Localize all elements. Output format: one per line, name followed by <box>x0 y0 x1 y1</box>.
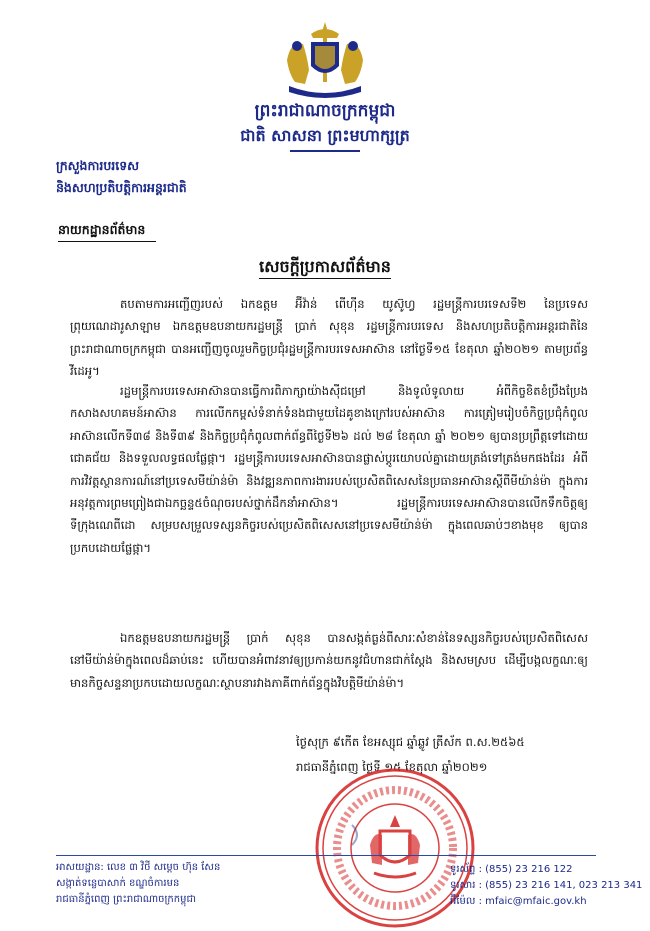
kingdom-name: ព្រះរាជាណាចក្រកម្ពុជា <box>254 101 396 121</box>
paragraph-3-text: ឯកឧត្តមឧបនាយករដ្ឋមន្ត្រី ប្រាក់ សុខុន បានសង្កត់ធ្ងន់ពីសារៈសំខាន់នៃទស្សនកិច្ចរបស់ប្រេសិតពិសេសនៅមីយ៉ាន់ម៉ាក្នុងពេលដ៏ឆាប់នេះ ហើយបានអំពាវនាវឲ្យប្រកាន់យកនូវជំហានជាក់ស្តែង និងសមស្រប ដើម្បីបង្កលក្ខណៈឲ្យមានកិច្ចសន្ទនាប្រកបដោយលក្ខណៈស្ថាបនារវាងភាគីពាក់ព័ន្ធក្នុងវិបត្តិមីយ៉ាន់ម៉ា។ <box>70 631 588 690</box>
footer-email[interactable]: អ៊ីម៉ែល : mfaic@mfaic.gov.kh <box>450 896 587 907</box>
royal-coat-of-arms-icon <box>281 20 369 100</box>
department-underline <box>58 241 156 242</box>
document-title-text: សេចក្តីប្រកាសព័ត៌មាន <box>259 257 391 279</box>
footer-address-line-3: រាជធានីភ្នំពេញ ព្រះរាជាណាចក្រកម្ពុជា <box>56 894 196 905</box>
footer-address-line-2: សង្កាត់ទន្លេបាសាក់ ខណ្ឌចំការមន <box>56 878 180 889</box>
body-paragraph-2 <box>70 380 588 559</box>
solar-date: រាជធានីភ្នំពេញ ថ្ងៃទី ១៥ ខែតុលា ឆ្នាំ២០២១ <box>296 760 488 774</box>
motto-divider <box>290 150 360 152</box>
ministry-name-line2: និងសហប្រតិបត្តិការអន្តរជាតិ <box>56 180 187 195</box>
lunar-date: ថ្ងៃសុក្រ ៩កើត ខែអស្សុជ ឆ្នាំឆ្លូវ ត្រីស័ក ព.ស.២៥៦៥ <box>296 735 525 749</box>
body-paragraph-3 <box>70 627 588 694</box>
paragraph-2-text: រដ្ឋមន្ត្រីការបរទេសអាស៊ានបានធ្វើការពិភាក្សាយ៉ាងស៊ីជម្រៅ និងទូលំទូលាយ អំពីកិច្ចខិតខំប្រឹងប្រែងកសាងសហគមន៍អាស៊ាន ការលើកកម្ពស់ទំនាក់ទំនងជាមួយដៃគូខាងក្រៅរបស់អាស៊ាន ការត្រៀមរៀបចំកិច្ចប្រជុំកំពូលអាស៊ានលើកទី៣៨ និងទី៣៩ និងកិច្ចប្រជុំកំពូលពាក់ព័ន្ធពីថ្ងៃទី២៦ ដល់ ២៨ ខែតុលា ឆ្នាំ ២០២១ ឲ្យបានប្រព្រឹត្តទៅដោយជោគជ័យ និងទទួលលទ្ធផលផ្លែផ្កា។ រដ្ឋមន្ត្រីការបរទេសអាស៊ានបានផ្លាស់ប្តូរយោបល់គ្នាដោយត្រង់ទៅត្រង់មកផងដែរ អំពីការវិវត្តស្ថានការណ៍នៅប្រទេសមីយ៉ាន់ម៉ា និងវឌ្ឍនភាពការងាររបស់ប្រេសិតពិសេសនៃប្រធានអាស៊ានស្តីពីមីយ៉ាន់ម៉ា ក្នុងការអនុវត្តការព្រមព្រៀងជាឯកច្ឆន្ទ៥ចំណុចរបស់ថ្នាក់ដឹកនាំអាស៊ាន។ រដ្ឋមន្ត្រីការបរទេសអាស៊ានបានលើកទឹកចិត្តឲ្យទីក្រុងណេពីដោ សម្របសម្រួលទស្សនកិច្ចរបស់ប្រេសិតពិសេសនៅប្រទេសមីយ៉ាន់ម៉ា ក្នុងពេលឆាប់ៗខាងមុខ ឲ្យបានប្រកបដោយផ្លែផ្កា។ <box>70 384 588 555</box>
body-paragraph-1 <box>70 293 588 383</box>
footer-fax: ទូរសារ : (855) 23 216 141, 023 213 341 <box>450 880 643 891</box>
document-title <box>0 256 650 280</box>
paragraph-1-text: តបតាមការអញ្ជើញរបស់ ឯកឧត្តម អ៊ីវ៉ាន់ ពើហ៊ីន យូស៊ូហ្វ រដ្ឋមន្ត្រីការបរទេសទី២ នៃប្រទេសព្រុយណេដារូសាឡាម ឯកឧត្តមឧបនាយករដ្ឋមន្ត្រី ប្រាក់ សុខុន រដ្ឋមន្ត្រីការបរទេស និងសហប្រតិបត្តិការអន្តរជាតិនៃព្រះរាជាណាចក្រកម្ពុជា បានអញ្ជើញចូលរួមកិច្ចប្រជុំរដ្ឋមន្ត្រីការបរទេសអាស៊ាន នៅថ្ងៃទី១៥ ខែតុលា ឆ្នាំ២០២១ តាមប្រព័ន្ធវីដេអូ។ <box>70 297 588 379</box>
footer-phone: ទូរស័ព្ទ : (855) 23 216 122 <box>450 864 573 875</box>
ministry-name: ក្រសួងការបរទេស <box>56 158 140 173</box>
footer-address-line-1: អាសយដ្ឋាន: លេខ ៣ វិថី សម្តេច ហ៊ុន សែន <box>56 862 221 873</box>
national-motto: ជាតិ សាសនា ព្រះមហាក្សត្រ <box>240 126 410 145</box>
department-name: នាយកដ្ឋានព័ត៌មាន <box>58 222 146 237</box>
footer-divider <box>56 855 596 856</box>
